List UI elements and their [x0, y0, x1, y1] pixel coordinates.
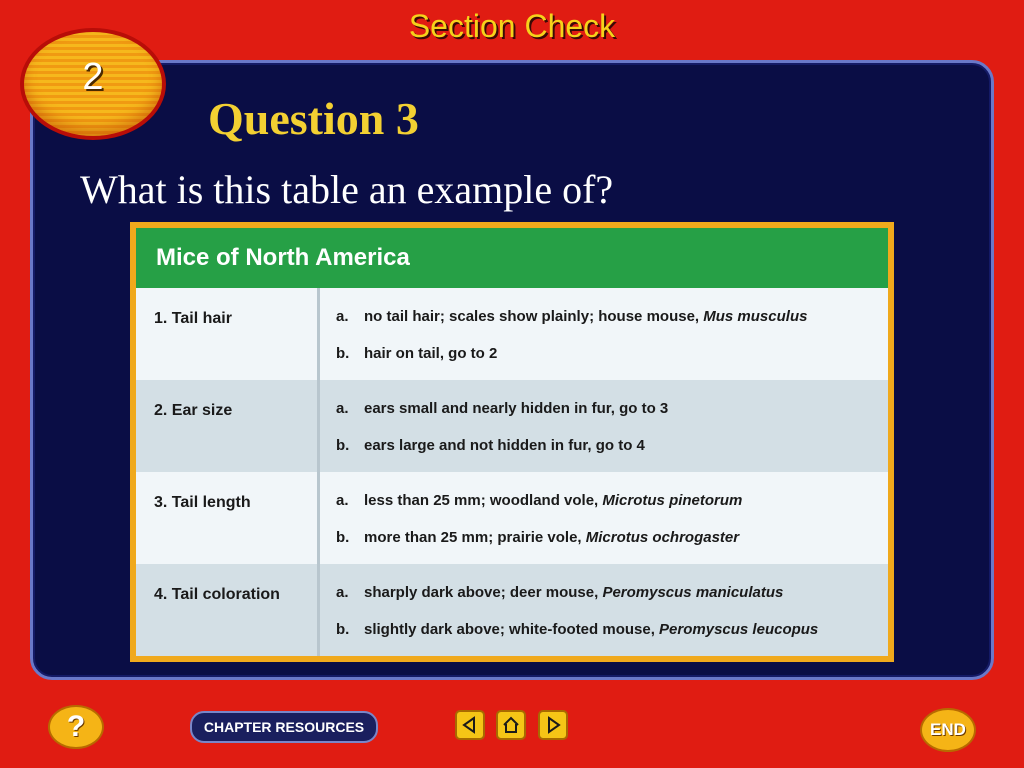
section-check-title: Section Check — [408, 8, 616, 44]
row-trait: 3. Tail length — [136, 472, 320, 564]
back-button[interactable] — [455, 710, 485, 740]
table-body — [136, 288, 888, 656]
back-arrow-icon — [460, 715, 480, 735]
chapter-resources-button[interactable]: CHAPTER RESOURCES — [190, 711, 378, 743]
option-a: a. less than 25 mm; woodland vole, Microtus pinetorum — [336, 492, 743, 509]
option-a: a. no tail hair; scales show plainly; house mouse, Mus musculus — [336, 308, 808, 325]
table-row — [136, 288, 888, 380]
section-number: 2 — [82, 56, 104, 98]
option-a: a. sharply dark above; deer mouse, Peromyscus maniculatus — [336, 584, 784, 601]
end-button[interactable] — [920, 708, 976, 752]
dichotomous-key-table — [130, 222, 894, 662]
row-trait: 2. Ear size — [136, 380, 320, 472]
table-row — [136, 380, 888, 472]
table-title: Mice of North America — [136, 228, 888, 288]
help-button[interactable] — [48, 705, 104, 749]
option-b: b. hair on tail, go to 2 — [336, 345, 498, 362]
option-b: b. ears large and not hidden in fur, go to 4 — [336, 437, 645, 454]
home-button[interactable] — [496, 710, 526, 740]
question-title: Question 3 — [208, 93, 419, 144]
question-icon: ? — [66, 710, 86, 743]
row-trait: 4. Tail coloration — [136, 564, 320, 656]
forward-button[interactable] — [538, 710, 568, 740]
question-prompt: What is this table an example of? — [80, 167, 614, 212]
forward-arrow-icon — [543, 715, 563, 735]
option-b: b. more than 25 mm; prairie vole, Microtus ochrogaster — [336, 529, 740, 546]
row-trait: 1. Tail hair — [136, 288, 320, 380]
home-icon — [501, 715, 521, 735]
option-b: b. slightly dark above; white-footed mouse, Peromyscus leucopus — [336, 621, 819, 638]
option-a: a. ears small and nearly hidden in fur, go to 3 — [336, 400, 669, 417]
table-row — [136, 472, 888, 564]
table-row — [136, 564, 888, 656]
end-icon: END — [930, 720, 966, 739]
